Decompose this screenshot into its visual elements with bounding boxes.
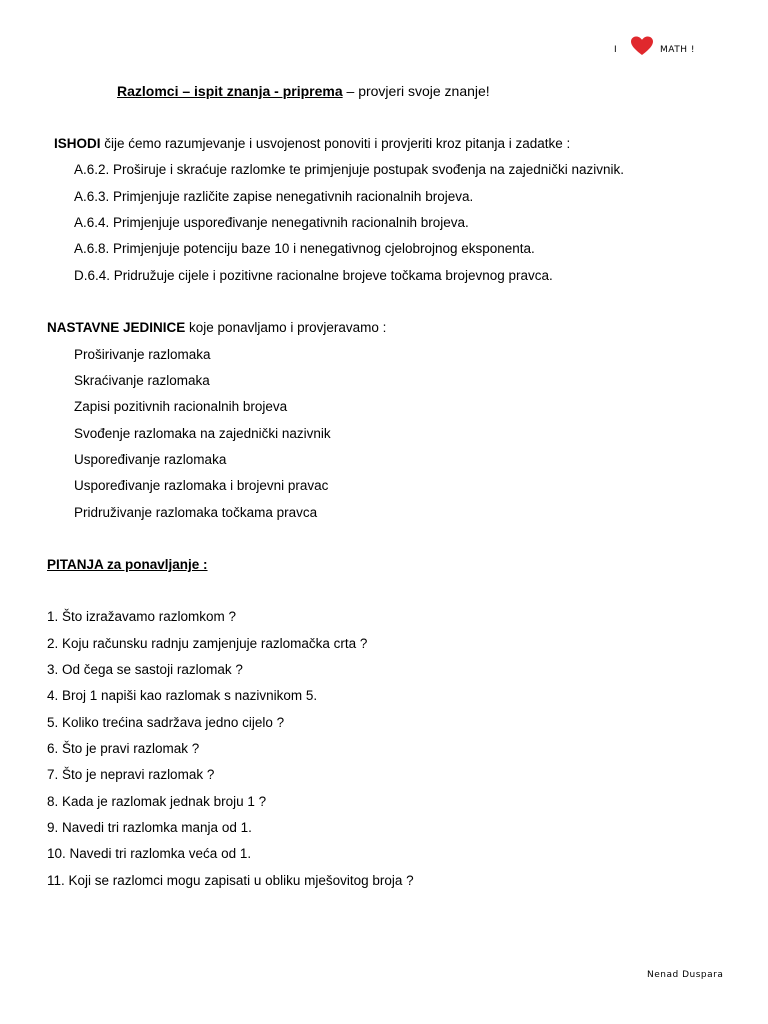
ishodi-item: A.6.8. Primjenjuje potenciju baze 10 i nenegativnog cjelobrojnog eksponenta. (74, 241, 535, 256)
question-item: 3. Od čega se sastoji razlomak ? (47, 662, 243, 677)
ishodi-intro: čije ćemo razumjevanje i usvojenost ponoviti i provjeriti kroz pitanja i zadatke : (100, 136, 571, 151)
jedinice-item: Uspoređivanje razlomaka (74, 452, 227, 467)
jedinice-label: NASTAVNE JEDINICE (47, 320, 186, 335)
jedinice-item: Zapisi pozitivnih racionalnih brojeva (74, 399, 288, 414)
ishodi-heading (54, 136, 570, 152)
title-main: Razlomci – ispit znanja - priprema (117, 83, 343, 99)
ishodi-item: D.6.4. Pridružuje cijele i pozitivne racionalne brojeve točkama brojevnog pravca. (74, 268, 553, 283)
title-rest: – provjeri svoje znanje! (342, 83, 490, 99)
jedinice-item: Proširivanje razlomaka (74, 347, 211, 362)
question-item: 10. Navedi tri razlomka veća od 1. (47, 846, 252, 861)
ishodi-label: ISHODI (54, 136, 101, 151)
jedinice-heading (47, 320, 386, 336)
question-item: 4. Broj 1 napiši kao razlomak s nazivnikom 5. (47, 688, 318, 703)
question-item: 6. Što je pravi razlomak ? (47, 741, 200, 756)
question-item: 7. Što je nepravi razlomak ? (47, 767, 215, 782)
ishodi-item: A.6.3. Primjenjuje različite zapise nenegativnih racionalnih brojeva. (74, 189, 474, 204)
heart-icon (630, 36, 654, 56)
question-item: 8. Kada je razlomak jednak broju 1 ? (47, 794, 267, 809)
jedinice-item: Svođenje razlomaka na zajednički nazivnik (74, 426, 331, 441)
question-item: 5. Koliko trećina sadržava jedno cijelo ? (47, 715, 285, 730)
question-item: 9. Navedi tri razlomka manja od 1. (47, 820, 252, 835)
page-title (117, 83, 490, 99)
jedinice-item: Skraćivanje razlomaka (74, 373, 210, 388)
question-item: 11. Koji se razlomci mogu zapisati u obliku mješovitog broja ? (47, 873, 414, 888)
ishodi-item: A.6.2. Proširuje i skraćuje razlomke te primjenjuje postupak svođenja na zajednički nazivnik. (74, 162, 625, 177)
jedinice-intro: koje ponavljamo i provjeravamo : (185, 320, 387, 335)
author-name: Nenad Duspara (647, 970, 724, 980)
logo-math: MATH ! (660, 45, 695, 55)
ishodi-item: A.6.4. Primjenjuje uspoređivanje nenegativnih racionalnih brojeva. (74, 215, 469, 230)
jedinice-item: Uspoređivanje razlomaka i brojevni pravac (74, 478, 329, 493)
question-item: 1. Što izražavamo razlomkom ? (47, 609, 237, 624)
logo-i: I (614, 45, 618, 55)
pitanja-heading: PITANJA za ponavljanje : (47, 557, 208, 572)
jedinice-item: Pridruživanje razlomaka točkama pravca (74, 505, 318, 520)
question-item: 2. Koju računsku radnju zamjenjuje razlomačka crta ? (47, 636, 368, 651)
